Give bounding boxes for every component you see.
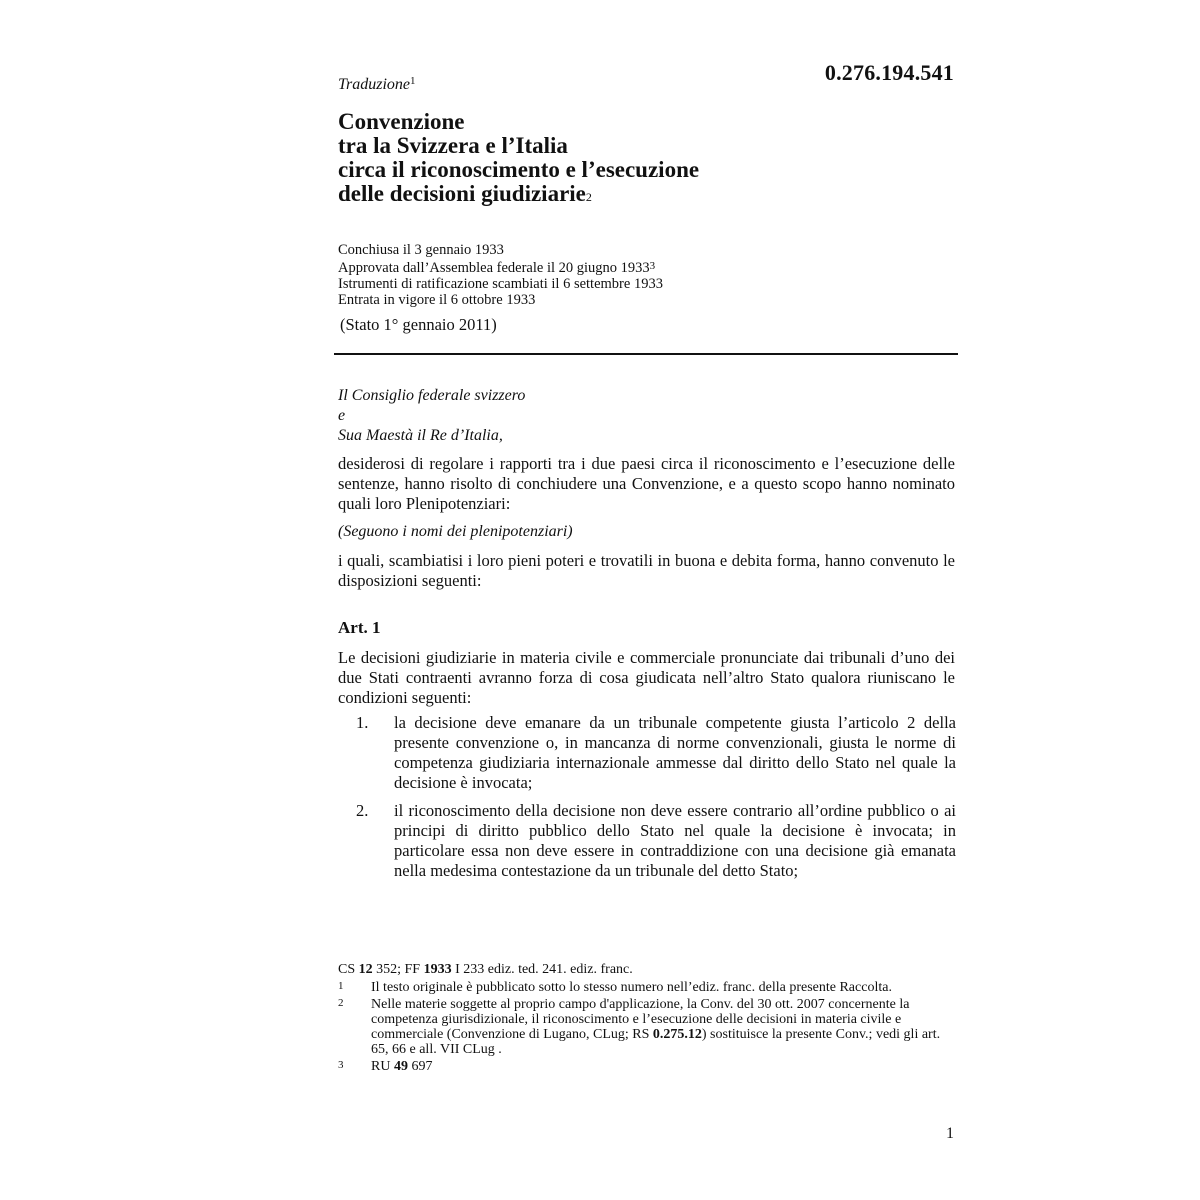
party-line: e <box>338 407 346 424</box>
footnote-3 <box>338 1059 950 1074</box>
preamble-paragraph: desiderosi di regolare i rapporti tra i due paesi circa il riconoscimento e l’esecuzione delle sentenze, hanno risolto di conchiudere una Convenzione, e a questo scopo hanno nominato quali loro Plenipotenziari: <box>338 454 955 513</box>
list-text: la decisione deve emanare da un tribunale competente giusta l’articolo 2 della presente convenzione o, in mancanza di norme convenzionali, giusta le norme di competenza giudiziaria internazionale ammesse dal diritto dello Stato nel quale la decisione è invocata; <box>394 713 956 792</box>
sr-number: 0.276.194.541 <box>824 60 954 85</box>
list-number: 1. <box>356 713 369 732</box>
header-divider <box>334 353 958 355</box>
title-line: circa il riconoscimento e l’esecuzione <box>338 157 700 182</box>
document-title <box>338 110 938 209</box>
footnote-mark: 3 <box>338 1059 344 1071</box>
footnote-2 <box>338 997 950 1057</box>
footnote-ref[interactable]: 2 <box>585 190 592 204</box>
entry-into-force-date: Entrata in vigore il 6 ottobre 1933 <box>338 292 536 308</box>
document-metadata <box>338 242 958 308</box>
page-number: 1 <box>946 1125 954 1142</box>
footnote-ref[interactable]: 1 <box>410 75 416 87</box>
contracting-parties <box>338 386 958 446</box>
article-heading: Art. 1 <box>338 618 381 637</box>
footnote-1 <box>338 980 950 995</box>
concluded-date: Conchiusa il 3 gennaio 1933 <box>338 242 504 258</box>
party-line: Il Consiglio federale svizzero <box>338 387 526 404</box>
list-item <box>356 801 956 881</box>
footnotes <box>338 962 950 1076</box>
status-date: (Stato 1° gennaio 2011) <box>340 315 497 334</box>
sr-link[interactable]: 0.275.12 <box>652 1027 702 1042</box>
list-text: il riconoscimento della decisione non deve essere contrario all’ordine pubblico o ai principi di diritto pubblico dello Stato nel quale la decisione è invocata; in particolare essa non deve essere in contraddizione con una decisione già emanata nella medesima contestazione da un tribunale del detto Stato; <box>394 801 956 880</box>
title-line: Convenzione <box>338 109 465 134</box>
list-item <box>356 713 956 793</box>
approval-date: Approvata dall’Assemblea federale il 20 giugno 1933$^3$ <box>338 260 656 276</box>
footnote-text: Nelle materie soggette al proprio campo d'applicazione, la Conv. del 30 ott. 2007 concernente la competenza giurisdizionale, il riconoscimento e l’esecuzione delle decisioni in materia civile e commerciale (Convenzione di Lugano, CLug; RS 0.275.12) sostituisce la presente Conv.; vedi gli art. 65, 66 e all. VII CLug . <box>371 997 941 1057</box>
footnote-text: Il testo originale è pubblicato sotto lo stesso numero nell’ediz. franc. della presente Raccolta. <box>371 980 892 995</box>
footnote-ref[interactable]: 3 <box>649 260 656 272</box>
article-intro: Le decisioni giudiziarie in materia civile e commerciale pronunciate dai tribunali d’uno dei due Stati contraenti avranno forza di cosa giudicata nell’altro Stato qualora riuniscano le condizioni seguenti: <box>338 648 955 707</box>
party-line: Sua Maestà il Re d’Italia, <box>338 427 503 444</box>
title-line: delle decisioni giudiziarie2 <box>338 181 592 206</box>
article-conditions-list <box>356 713 956 889</box>
agreement-paragraph: i quali, scambiatisi i loro pieni poteri e trovatili in buona e debita forma, hanno convenuto le disposizioni seguenti: <box>338 551 955 590</box>
plenipotentiaries-note: (Seguono i nomi dei plenipotenziari) <box>338 523 573 540</box>
translation-label: Traduzione$^1$ <box>338 75 416 93</box>
list-number: 2. <box>356 801 369 820</box>
footnote-mark: 1 <box>338 980 344 992</box>
footnote-mark: 2 <box>338 997 344 1009</box>
ratification-date: Istrumenti di ratificazione scambiati il 6 settembre 1933 <box>338 276 663 292</box>
footnote-text: RU 49 697 <box>371 1059 433 1074</box>
title-line: tra la Svizzera e l’Italia <box>338 133 568 158</box>
cs-reference: CS 12 352; FF 1933 I 233 ediz. ted. 241. ediz. franc. <box>338 962 633 977</box>
